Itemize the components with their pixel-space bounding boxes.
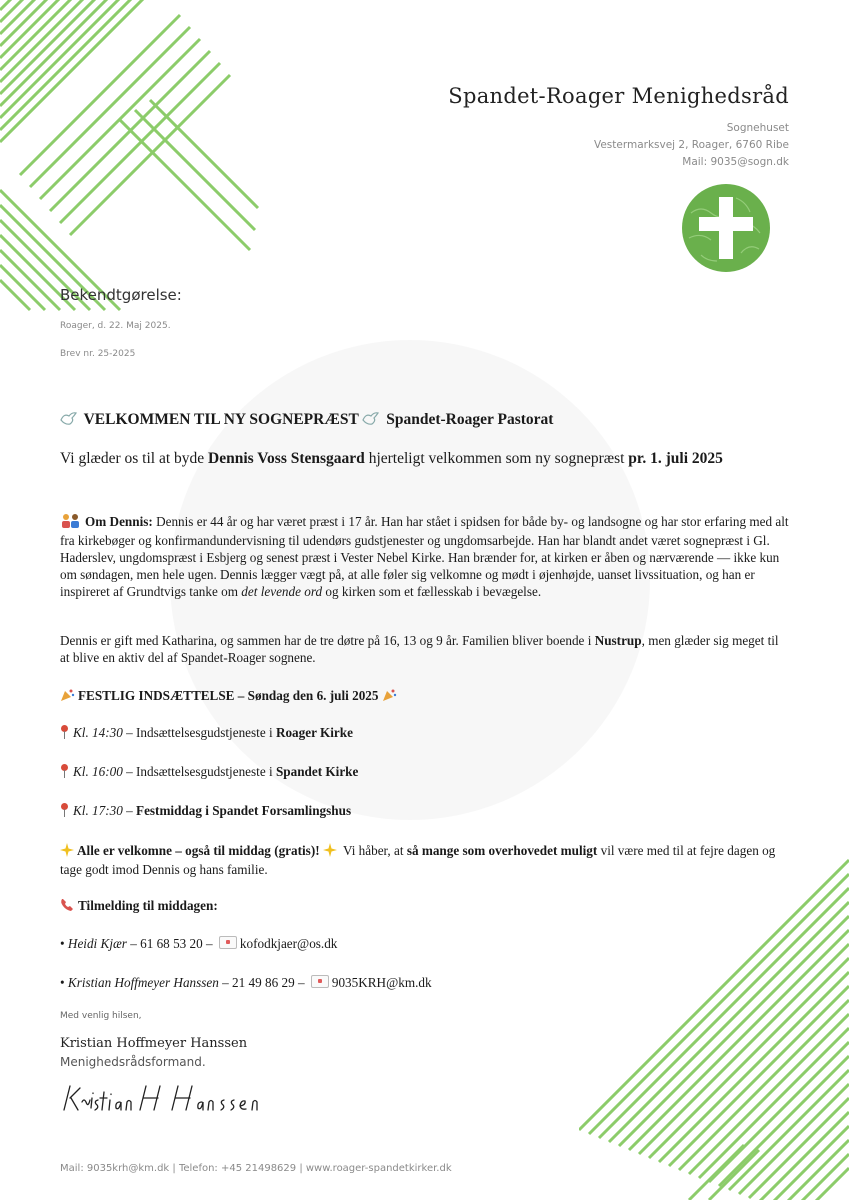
closing-greeting: Med venlig hilsen, [60,1011,142,1021]
contact-email[interactable]: 9035KRH@km.dk [331,975,432,990]
about-paragraph [60,513,790,600]
decorative-lines-bottom-right [579,840,849,1200]
address-line: Vestermarksvej 2, Roager, 6760 Ribe [593,139,789,151]
bullet: • [60,936,68,951]
welcome-bold: Alle er velkomne – også til middag (gratis)! [77,843,320,858]
org-name: Spandet-Roager Menighedsråd [448,84,789,108]
start-date: pr. 1. juli 2025 [628,450,723,467]
contact-name: Heidi Kjær [67,936,127,951]
dove-icon [60,412,77,430]
signup-heading [60,898,218,916]
dove-icon [362,412,379,430]
pastor-name: Dennis Voss Stensgaard [208,450,365,467]
family-text: Dennis er gift med Katharina, og sammen har de tre døtre på 16, 13 og 9 år. Familien bliver boende i [60,633,595,648]
party-popper-icon [60,688,75,706]
family-place: Nustrup [594,633,642,648]
festlig-text: FESTLIG INDSÆTTELSE – Søndag den 6. juli 2025 [78,688,379,703]
festlig-heading [60,688,400,706]
schedule-desc: – Indsættelsesgudstjeneste i [122,725,276,740]
intro-text: Vi glæder os til at byde [60,450,209,467]
intro-paragraph [60,448,790,469]
contact-phone: – 61 68 53 20 – [126,936,216,951]
about-text: Dennis er 44 år og har været præst i 17 år. Han har stået i spidsen for både by- og landsogne og har stor erfaring med alt fra kirkebøger og konfirmandundervisning til udendørs gudstjenester og ungdomsarbejde. Han har blandt andet været sognepræst i Gl. Haderslev, ungdomspræst i Esbjerg og senest præst i Vester Nebel Kirke. Han brænder for, at kirken er åben og nærværende — ikke kun om søndagen, men hele ugen. Dennis lægger vægt på, at alle føler sig velkomne og mødt i øjenhøjde, uanset livssituation, og han er inspireret af Grundtvigs tanke om [60,514,789,599]
intro-text-mid: hjerteligt velkommen som ny sognepræst [364,450,629,467]
envelope-icon [219,936,237,949]
welcome-text-end: vil være med til at fejre dagen og tage godt imod Dennis og hans familie. [60,843,776,877]
notice-heading: Bekendtgørelse: [60,286,182,304]
handwritten-signature [60,1080,280,1116]
contact-item [60,936,337,952]
envelope-icon [311,975,329,988]
about-italic: det levende ord [241,584,323,599]
contact-phone: – 21 49 86 29 – [218,975,308,990]
welcome-paragraph [60,842,790,878]
schedule-time: Kl. 17:30 [73,803,123,818]
footer: Mail: 9035krh@km.dk | Telefon: +45 21498629 | www.roager-spandetkirker.dk [60,1163,452,1174]
schedule-item [60,803,351,819]
schedule-item [60,764,358,780]
pushpin-icon [60,725,69,739]
schedule-item [60,725,353,741]
signer-name: Kristian Hoffmeyer Hanssen [60,1036,248,1051]
family-paragraph [60,632,790,666]
about-text-end: og kirken som et fællesskab i bevægelse. [322,584,542,599]
schedule-desc: – [122,803,137,818]
schedule-place: Festmiddag i Spandet Forsamlingshus [136,803,352,818]
party-popper-icon [382,688,397,706]
title [60,411,790,430]
pushpin-icon [60,764,69,778]
welcome-bold-2: så mange som overhovedet muligt [406,843,598,858]
decorative-lines-top-left [0,0,260,330]
signup-heading-text: Tilmelding til middagen: [78,898,218,913]
sparkle-icon [60,843,74,861]
pushpin-icon [60,803,69,817]
signer-role: Menighedsrådsformand. [60,1055,206,1069]
phone-icon [60,898,75,916]
letter-date: Roager, d. 22. Maj 2025. [60,321,171,331]
mail-line: Mail: 9035@sogn.dk [682,156,789,168]
title-main: VELKOMMEN TIL NY SOGNEPRÆST [83,411,359,428]
address-block [594,120,789,171]
family-text-end: , men glæder sig meget til at blive en aktiv del af Spandet-Roager sognene. [60,633,779,665]
building-name: Sognehuset [726,122,789,134]
schedule-place: Spandet Kirke [275,764,359,779]
schedule-time: Kl. 16:00 [73,764,123,779]
welcome-text: Vi håber, at [339,843,407,858]
family-icon [60,513,82,532]
contact-email[interactable]: kofodkjaer@os.dk [239,936,338,951]
sparkle-icon [323,843,337,861]
contact-name: Kristian Hoffmeyer Hanssen [67,975,219,990]
letter-number: Brev nr. 25-2025 [60,349,136,359]
title-parish: Spandet-Roager Pastorat [386,411,554,428]
cross-logo-icon [681,183,771,273]
about-label: Om Dennis: [85,514,153,529]
schedule-desc: – Indsættelsesgudstjeneste i [122,764,276,779]
bullet: • [60,975,68,990]
schedule-place: Roager Kirke [275,725,353,740]
contact-item [60,975,432,991]
schedule-time: Kl. 14:30 [73,725,123,740]
